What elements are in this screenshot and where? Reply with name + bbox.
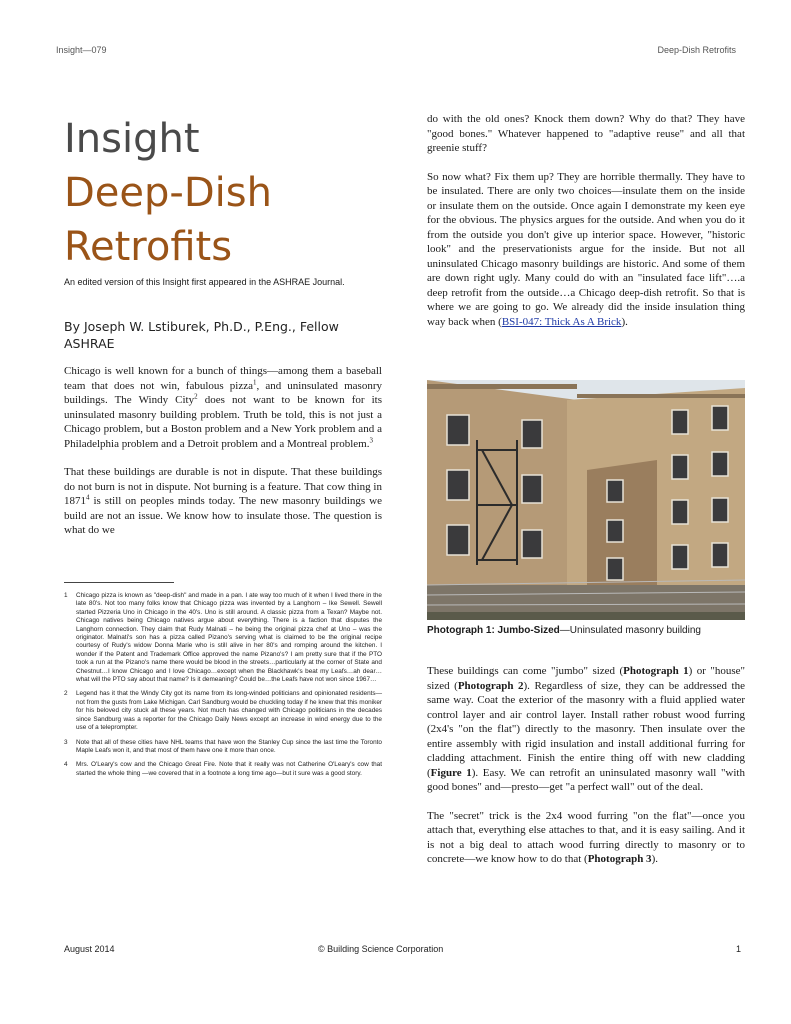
paragraph: do with the old ones? Knock them down? Why do that? They have "good bones." Whatever happened to "adaptive reuse" and all that greenie stuff? <box>427 113 745 154</box>
paragraph <box>64 465 382 538</box>
bsi-047-link[interactable]: BSI-047: Thick As A Brick <box>501 315 622 328</box>
text-run: ). Regardless of size, they can be addressed the same way. Coat the exterior of the masonry with a fluid applied water control layer and air control layer. Install rather robust wood furring (2x4's "on the flat") directly to the masonry. Then insulate over the entire assembly with rigid insulation and install additional furring for cladding attachment. Finish the entire thing off with new cladding ( <box>427 679 746 779</box>
text-run: is still on peoples minds today. The new masonry buildings we build are not an issue. We know how to insulate those. The question is what do we <box>64 495 382 536</box>
text-run: ) or "house" sized ( <box>427 665 745 692</box>
footnote <box>64 761 382 778</box>
right-column <box>427 112 745 343</box>
right-column-lower <box>427 664 745 881</box>
footnote-text: Chicago pizza is known as "deep-dish" and made in a pan. I ate way too much of it when I lived there in the late 80's. Not too many folks know that Chicago pizza was invented by a Langhorn – Ike Sewell. Sewell started Pizzeria Uno in Chicago in the 40's. Uno is still around. A classic pizza from a Texan? Maybe not. Chicago natives being Chicago natives argue about everything. There is a faction that disputes the Langhorn connection. They claim that Rudy Malnati – he being the original pizza chef at Uno – was the originator. Malnati's son has a pizza called Pizano's serving what is claimed to be the original recipe courtesy of Rudy's widow Donna Marie who is still alive in her 80's and romping around the kitchen. I wonder if the Patent and Trademark Office approved the name Pizano's? I am pretty sure that if the PTO took a run at the Pizano's name there would be blood in the streets…particularly at the corner of State and Chestnut…I know Chicago and I love Chicago…except when the Blackhawk's beat my Leafs…ah dear…what will the PTO say about that name? Is it demeaning? Could be…the Leafs have not won since 1967… <box>76 592 382 684</box>
footnote-text: Mrs. O'Leary's cow and the Chicago Great Fire. Note that it really was not Catherine O'Leary's cow that started the whole thing —we covered that in a footnote a long time ago—but it sure was a good story. <box>76 761 382 777</box>
footnote-text: Legend has it that the Windy City got its name from its long-winded politicians and opinionated residents—not from the gusts from Lake Michigan. Carl Sandburg would be chuckling today if he knew that this moniker for his beloved city stuck all these years. Not much has changed with Chicago politicians in the decades since Sandburg was a reporter for the Chicago Daily News except an increase in wind energy due to the use of a teleprompter. <box>76 690 382 732</box>
photograph-1-ref: Photograph 1 <box>623 665 689 677</box>
text-run: Chicago is well known for a bunch of things—among them a baseball team that does not win, fabulous pizza <box>64 365 382 392</box>
text-run: ). <box>621 315 628 328</box>
paragraph <box>427 664 745 795</box>
caption-label: Photograph 1: Jumbo-Sized <box>427 625 560 636</box>
left-column <box>64 364 382 552</box>
figure-1-ref: Figure 1 <box>430 766 472 779</box>
footer-date: August 2014 <box>64 944 115 954</box>
footnote-number: 3 <box>64 738 68 746</box>
footnote-divider <box>64 582 174 583</box>
caption-text: —Uninsulated masonry building <box>559 625 701 636</box>
running-header-left: Insight—079 <box>56 45 107 55</box>
footnote <box>64 739 382 756</box>
footnotes <box>64 592 382 784</box>
footnote-ref[interactable]: 2 <box>194 392 198 401</box>
photograph-jumbo-building <box>427 380 745 620</box>
footnote-ref[interactable]: 4 <box>86 493 90 502</box>
title-line-deep-dish: Deep-Dish <box>64 170 272 216</box>
text-run: ). <box>651 853 658 865</box>
text-run: The "secret" trick is the 2x4 wood furring "on the flat"—once you attach that, everything else attaches to that, and it is easy sailing. And it is not a big deal to attach wood furring directly to masonry or to concrete—we know how to do that ( <box>427 809 745 865</box>
footnote-ref[interactable]: 3 <box>369 435 373 444</box>
running-header-right: Deep-Dish Retrofits <box>657 45 736 55</box>
photograph-3-ref: Photograph 3 <box>587 853 652 865</box>
intro-note: An edited version of this Insight first appeared in the ASHRAE Journal. <box>64 277 345 287</box>
footnote-number: 2 <box>64 690 68 698</box>
text-run: These buildings can come "jumbo" sized ( <box>427 665 624 677</box>
author-byline: By Joseph W. Lstiburek, Ph.D., P.Eng., Fellow ASHRAE <box>64 319 339 351</box>
footnote-ref[interactable]: 1 <box>252 377 257 386</box>
photo-caption <box>427 624 727 637</box>
paragraph <box>427 170 745 330</box>
text-run: does not want to be known for its uninsulated masonry building problem. Truth be told, this is not just a Chicago problem, but a Boston problem and a New York problem and a Philadelphia problem and a Detroit problem and a Montreal problem. <box>64 394 382 450</box>
footnote-number: 4 <box>64 761 68 769</box>
text-run: , and uninsulated masonry buildings. The Windy City <box>64 379 382 406</box>
footnote-text: Note that all of these cities have NHL teams that have won the Stanley Cup since the last time the Toronto Maple Leafs won it, and that most of them have one it more than once. <box>76 738 382 754</box>
title-line-retrofits: Retrofits <box>64 224 233 270</box>
paragraph <box>64 364 382 451</box>
text-run: So now what? Fix them up? They are horrible thermally. They have to be insulated. There are only two choices—insulate them on the inside or insulate them on the outside. Once again I demonstrate my keen eye for the obvious. The physics argues for the outside. And when you do it from the outside you don't give up interior space. However, "historic look" and the preservationists argue for the inside. But not all uninsulated Chicago masonry buildings are historic. And some of them are down right ugly. Many could do with an "insulated face lift"….a deep retrofit from the outside…a Chicago deep-dish retrofit. So that is where we are going to go. We already did the inside insulation thing way back when ( <box>427 170 745 328</box>
text-run: ). Easy. We can retrofit an uninsulated masonry wall "with good bones" and—presto—get "a perfect wall" out of the deal. <box>427 766 745 793</box>
photograph-2-ref: Photograph 2 <box>457 679 524 692</box>
title-line-insight: Insight <box>64 116 200 162</box>
page-number: 1 <box>736 944 742 954</box>
footnote-number: 1 <box>64 592 68 599</box>
text-run: That these buildings are durable is not in dispute. That these buildings do not burn is not in dispute. Not burning is a feature. That cow thing in 1871 <box>64 466 382 507</box>
footer-copyright: © Building Science Corporation <box>318 944 444 954</box>
article-title <box>64 112 384 274</box>
footnote <box>64 592 382 684</box>
footnote <box>64 690 382 732</box>
paragraph <box>427 809 745 867</box>
